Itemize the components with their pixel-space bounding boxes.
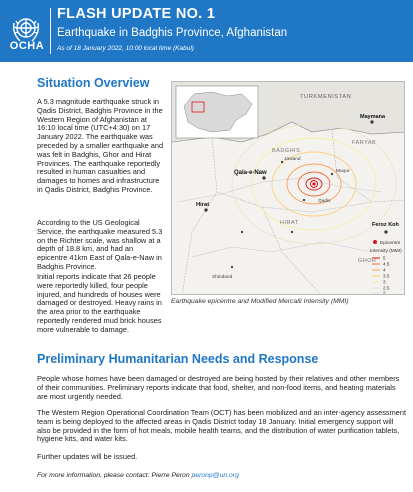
label-qadis: Qadis xyxy=(318,199,331,204)
report-subtitle: Earthquake in Badghis Province, Afghanistan xyxy=(57,27,288,39)
situation-para-1: A 5.3 magnitude earthquake struck in Qadis District, Badghis Province in the Western Region of Afghanistan at 16:10 local time (UTC+4:30) on 17 January 2022. The earthquake was preceded by a smaller earthquake and was felt in Badghis, Ghor and Hirat Provinces. The earthquake reportedly resulted in human casualties and damages to homes and infrastructure in Qadis District, Badghis Province. xyxy=(37,97,164,194)
legend-level-3: 3 xyxy=(383,279,386,285)
label-muqur: Muqur xyxy=(336,169,350,174)
label-maymana: Maymana xyxy=(360,114,386,120)
contact-email-link[interactable]: peronp@un.org xyxy=(191,472,239,479)
legend-level-2: 2 xyxy=(383,290,386,295)
legend-level-4-5: 4.5 xyxy=(383,261,390,267)
legend-level-3-5: 3.5 xyxy=(383,273,390,279)
situation-para-3: Initial reports indicate that 26 people were reportedly killed, four people injured, and hundreds of houses were damaged or destroyed. Heavy rains in the area prior to the earthquake reportedly rendered mud brick houses more vulnerable to damage. xyxy=(37,272,162,334)
contact-text: For more information, please contact: Pierre Peron xyxy=(37,472,190,479)
needs-para-1: People whose homes have been damaged or destroyed are being hosted by their relatives and other members of their communities. Preliminary reports indicate that food, shelter, and non-food items, and heating materials are most urgently needed. xyxy=(37,374,400,401)
legend-level-4: 4 xyxy=(383,267,386,273)
label-turkmenistan: TURKMENISTAN xyxy=(300,94,352,100)
label-badghis: BADGHIS xyxy=(272,148,301,154)
label-ghor: GHOR xyxy=(358,258,377,264)
situation-para-2: According to the US Geological Service, the earthquake measured 5.3 on the Richter scale, was shallow at a depth of 18.8 km, and had an epicentre 41km East of Qala-e-Naw in Badghis Province. xyxy=(37,218,163,271)
needs-para-3: Further updates will be issued. xyxy=(37,452,138,461)
label-hirat-city: Hirat xyxy=(196,202,210,208)
legend-level-5: 5 xyxy=(383,255,386,261)
footer-contact xyxy=(37,472,239,479)
label-hirat-region: HIRAT xyxy=(280,220,299,226)
ocha-logo-text: OCHA xyxy=(9,40,45,52)
earthquake-map xyxy=(171,81,405,295)
report-title: FLASH UPDATE NO. 1 xyxy=(57,6,216,22)
legend-mmi-title: Intensity (MMI) xyxy=(370,249,402,254)
label-faryab: FARYAB xyxy=(352,140,377,146)
label-jawand: Jawand xyxy=(284,157,301,162)
legend-epicentre: Epicentre xyxy=(380,241,401,246)
label-shindand: Shindand xyxy=(212,275,233,280)
needs-heading: Preliminary Humanitarian Needs and Response xyxy=(37,352,319,366)
label-qala-e-naw: Qala-e-Naw xyxy=(234,170,267,176)
legend-level-2-5: 2.5 xyxy=(383,285,390,291)
header-divider xyxy=(50,8,51,54)
map-svg xyxy=(172,82,405,295)
label-feroz-koh: Feroz Koh xyxy=(372,222,399,228)
map-caption: Earthquake epicentre and Modified Mercalli Intensity (MMI) xyxy=(171,298,349,305)
needs-para-2: The Western Region Operational Coordination Team (OCT) has been mobilized and an inter-agency assessment team is being deployed to the affected areas in Qadis District today 18 January. Initial emergency support will also be provided in the form of hot meals, mobile health teams, and the distribution of water purification tablets, hygiene kits, and water kits. xyxy=(37,408,407,444)
report-date: As of 18 January 2022, 10:00 local time (Kabul) xyxy=(57,45,194,52)
header-banner xyxy=(0,0,413,62)
situation-heading: Situation Overview xyxy=(37,76,150,90)
